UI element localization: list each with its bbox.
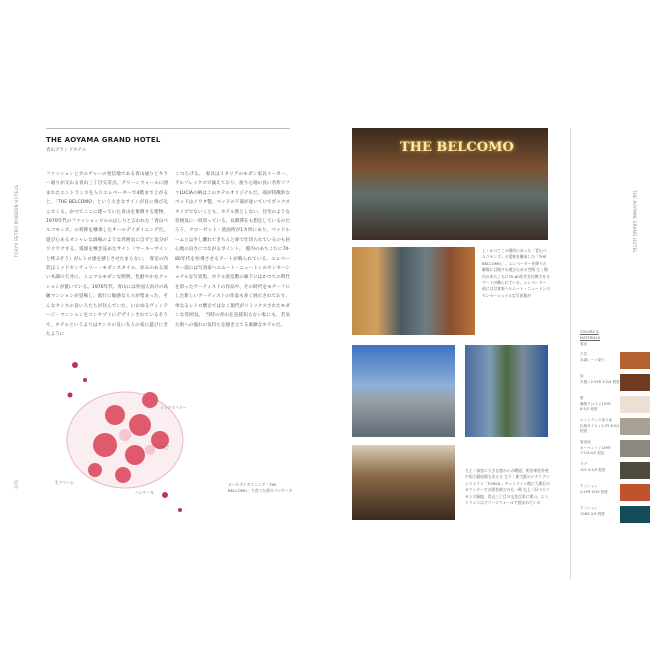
belcomo-sign: THE BELCOMO [400, 140, 514, 155]
body-column-2-text: くつろげる。 家具はイタリアのモダン家具メーカー、アルフレックスで揃えており、座り心地の良い名作ソファLUCIAの柄はこのホテルオリジナルだ。部が特徴的なベッドはイワタ製。ベッドの下部が並いていてボックスタイプでないことも、ホテル然としない、住宅のような雰囲気に一役買っている。長期滞在も想定しているのだろう。クローゼット・洗面所が1カ所にあり、ベッドルームとは少し離れてきちんと扉で仕切られているのも居心地の良さにつながるポイント。 館内のあちこちに70-80年代を彷彿させるアートが飾られている。エレベーター前には写真家ヘルムート・ニュートンのセンセーショナルな写真集。ホテル客室階の廊下にはかつての時代を彩ったアーティストの作品や、その時代をモチーフにした新しいアーティストの作品も多く展示されており、単なるレトロ懐古ではなく現代がリミックスされたモダンな雰囲気。 当時の青山を直接知らない私にも、若気た街への憧れの気持ちを掻き立てる素敵なホテルだ。 [175, 172, 290, 328]
materials-section: 客室 [580, 342, 588, 346]
material-swatch [620, 396, 650, 413]
body-column-2 [175, 170, 290, 345]
material-swatch [620, 352, 650, 369]
material-label [580, 396, 620, 413]
running-head-right: THE AOYAMA GRAND HOTEL [632, 190, 637, 253]
material-swatch [620, 462, 650, 479]
running-head-left: TOKYO RETRO MODERN HOTELS [14, 185, 19, 258]
material-name: 天井 [580, 352, 588, 356]
article-subtitle: 青山グランドホテル [46, 148, 87, 153]
material-name: 壁 [580, 396, 584, 400]
illustration-caption: オールデイダイニング「THE BELCOMO」で食べた苺のパンケーキ [228, 482, 293, 494]
material-label [580, 374, 620, 385]
title-rule [46, 128, 290, 129]
article-title: THE AOYAMA GRAND HOTEL [46, 136, 161, 144]
material-swatch [620, 440, 650, 457]
material-swatch [620, 506, 650, 523]
material-detail: 織物クロス / 10YR 8.5/2 程度 [580, 401, 611, 411]
material-swatch [620, 418, 650, 435]
photo-elevator-art [352, 247, 475, 335]
material-label [580, 462, 620, 473]
material-detail: カーペット / 10YR 7.5/3-4/2 混色 [580, 445, 611, 455]
material-swatch [620, 374, 650, 391]
material-detail: 2.5YR 5/10 程度 [580, 489, 608, 494]
material-name: クッション [580, 484, 598, 488]
material-name: クッション [580, 506, 598, 510]
photo-city-view [352, 345, 455, 437]
material-detail: 伝統タイル / 2.5Y 6.5/1 程度 [580, 423, 620, 433]
material-label [580, 418, 620, 435]
body-column-1-text: ファッションとカルチャーの発信地である青山通りとキラー通りが交わる青山三丁目交差点。グリーンウォールに囲まれたエントランスを入りエレベーターで4階まで上がると、「THE BELCOMO」という大きなサインが目に飛び込んでくる。かつてここに建っていた青山を象徴する建物、1970年代のファッションビルのはしりと言われた「青山ベルコモンズ」の愛称を継承したオールデイダイニングだ。遊び心あるオシャレな酒場のような雰囲気に自ずと気分がワクワクする。電球を敷き詰めたサイン（マーキーサインと呼ぶそう）がレトロ感を感じさせたまらない。 客室の内装はミッドセンチュリー・モダンスタイル。赤みのある深い木調の天井に、ミニマルモダンな照明、色鮮やかなクッションが置いている。1970年代、青山には外国人向けの高級マンションが登場し、流行に敏感な人々が集まった。そんなセンスの良い人たちが住んでいた、いわゆるヴィンテージ・マンションをコンセプトにデザインされているそうで、ホテルというよりはセンスの良い友人の家に遊びにきたように [46, 172, 168, 337]
material-label [580, 352, 620, 363]
caption-bottom: 左上｜客室に大きな窓からの眺望。明治神宮外苑や国立競技場も見える 左下｜新大阪のイタリアンレストラン「FOSSIL」チェックイン後に大理石のカウンターでお酒を飲むのも一興 右上｜旧ベルコモンズ跡地、青山三丁目の交差点角に建つ。エントランスはグリーンウォールで囲まれている [465, 468, 550, 506]
body-column-1 [46, 170, 168, 345]
material-label [580, 484, 620, 495]
sidebar-rule [570, 128, 571, 580]
materials-heading: COLORS & MATERIALS [580, 330, 601, 340]
material-name: 客室床 [580, 440, 591, 444]
material-detail: 10Y 4.5/3 程度 [580, 467, 606, 472]
material-name: ラグ [580, 462, 588, 466]
material-name: エントランス周り床 [580, 418, 613, 422]
material-detail: 10BG 2/5 程度 [580, 511, 606, 516]
illustration-label: 生クリーム [55, 480, 74, 485]
caption-top: 上｜かつてこの場所にあった「青山ベルコモンズ」の愛称を継承した「THE BELCOMO」。エレベーターを降りた瞬間に目指する遊び心ある空間 左｜館内のあちこちに70-80年代を彷彿させるアートが飾られている。エレベーター前には写真家ヘルムート・ニュートンのセンセーショナルな写真集が [482, 248, 550, 298]
material-label [580, 440, 620, 457]
material-label [580, 506, 620, 517]
photo-restaurant [352, 445, 455, 520]
illustration-label: パンケーキ [135, 490, 154, 495]
photo-building-exterior [465, 345, 548, 437]
material-name: 床 [580, 374, 584, 378]
illustration-label: いちご [158, 445, 170, 450]
material-detail: 木調シート貼り [580, 357, 606, 362]
photo-dining [352, 128, 548, 240]
illustration-label: ミックスベリー [160, 405, 187, 410]
material-detail: 木製 / 2.5YR 3.5/4 程度 [580, 379, 620, 384]
pancake-illustration [55, 355, 205, 520]
page-number: 070 [14, 480, 19, 489]
material-swatch [620, 484, 650, 501]
